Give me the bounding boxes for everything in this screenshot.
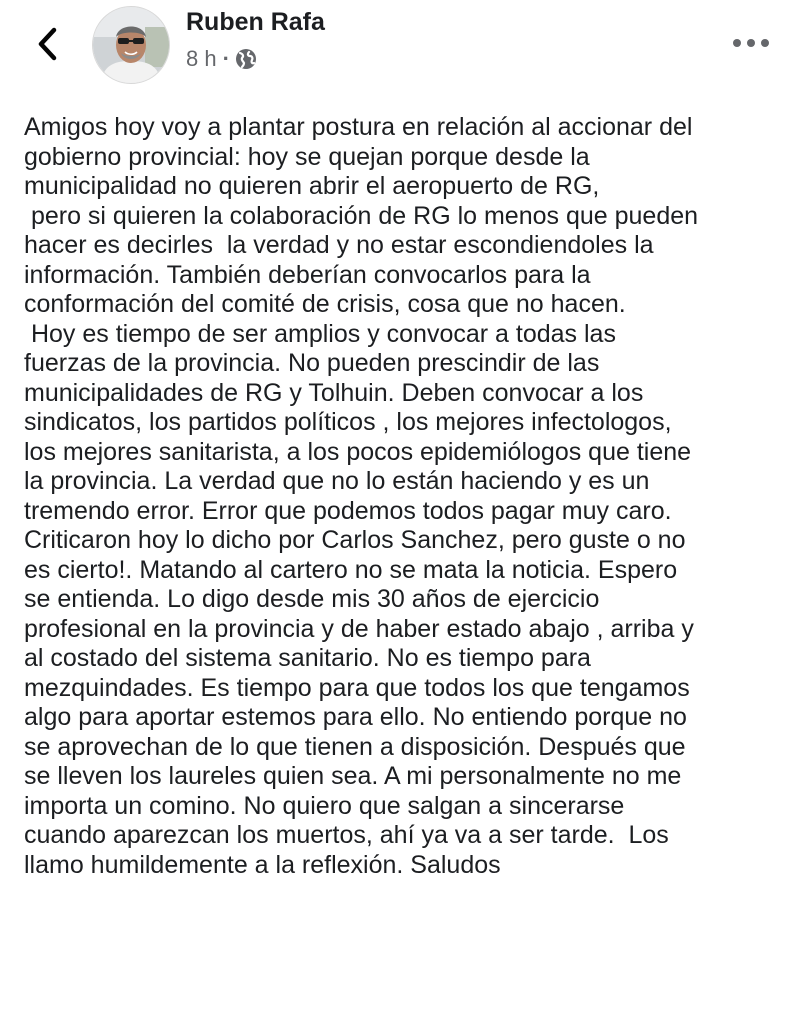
post-text-line: tremendo error. Error que podemos todos pagar muy caro. (24, 496, 672, 525)
post-text-line: sindicatos, los partidos políticos , los mejores infectologos, (24, 408, 672, 436)
post-text-line: conformación del comité de crisis, cosa que no hacen. (24, 290, 626, 318)
post-text-line: al costado del sistema sanitario. No es tiempo para (24, 644, 591, 672)
post-text-line: importa un comino. No quiero que salgan a sincerarse (24, 791, 625, 820)
author-name[interactable]: Ruben Rafa (186, 8, 325, 36)
post-text-line: municipalidad no quieren abrir el aeropuerto de RG, (24, 172, 600, 200)
post-text-line: Amigos hoy voy a plantar postura en relación al accionar del (24, 113, 693, 141)
post-text-line: Criticaron hoy lo dicho por Carlos Sanchez, pero guste o no (24, 526, 686, 554)
chevron-left-icon (37, 27, 59, 61)
profile-photo (93, 7, 169, 83)
post-meta (186, 46, 257, 72)
post-header (0, 0, 799, 100)
post-text-line: mezquindades. Es tiempo para que todos los que tengamos (24, 673, 690, 702)
post-text-line: los mejores sanitarista, a los pocos epidemiólogos que tiene (24, 437, 692, 466)
post-text-line: se entienda. Lo digo desde mis 30 años de ejercicio (24, 585, 600, 613)
post-text-line: se lleven los laureles quien sea. A mi personalmente no me (24, 762, 682, 790)
post-text (24, 113, 776, 880)
post-text-line: fuerzas de la provincia. No pueden prescindir de las (24, 349, 600, 377)
back-button[interactable] (28, 22, 68, 66)
post-text-line: llamo humildemente a la reflexión. Saludos (24, 850, 501, 879)
post-text-line: se aprovechan de lo que tienen a disposición. Después que (24, 732, 686, 761)
more-options-button[interactable] (728, 28, 774, 58)
more-horizontal-icon (731, 38, 771, 48)
globe-icon (235, 48, 257, 70)
post-text-line: cuando aparezcan los muertos, ahí ya va a ser tarde. Los (24, 821, 669, 849)
post-text-line: municipalidades de RG y Tolhuin. Deben convocar a los (24, 378, 644, 407)
post-timestamp[interactable]: 8 h (186, 46, 217, 71)
post-text-line: es cierto!. Matando al cartero no se mata la noticia. Espero (24, 555, 678, 584)
post-text-line: Hoy es tiempo de ser amplios y convocar a todas las (24, 319, 616, 348)
post-text-line: profesional en la provincia y de haber estado abajo , arriba y (24, 614, 694, 643)
post-text-line: algo para aportar estemos para ello. No entiendo porque no (24, 703, 687, 731)
post-text-line: gobierno provincial: hoy se quejan porque desde la (24, 142, 590, 171)
avatar[interactable] (92, 6, 170, 84)
post-text-line: pero si quieren la colaboración de RG lo menos que pueden (24, 201, 699, 230)
post-text-line: hacer es decirles la verdad y no estar escondiendoles la (24, 231, 654, 259)
post-text-line: información. También deberían convocarlos para la (24, 260, 591, 289)
post-text-line: la provincia. La verdad que no lo están haciendo y es un (24, 467, 650, 495)
meta-separator: · (222, 46, 230, 71)
